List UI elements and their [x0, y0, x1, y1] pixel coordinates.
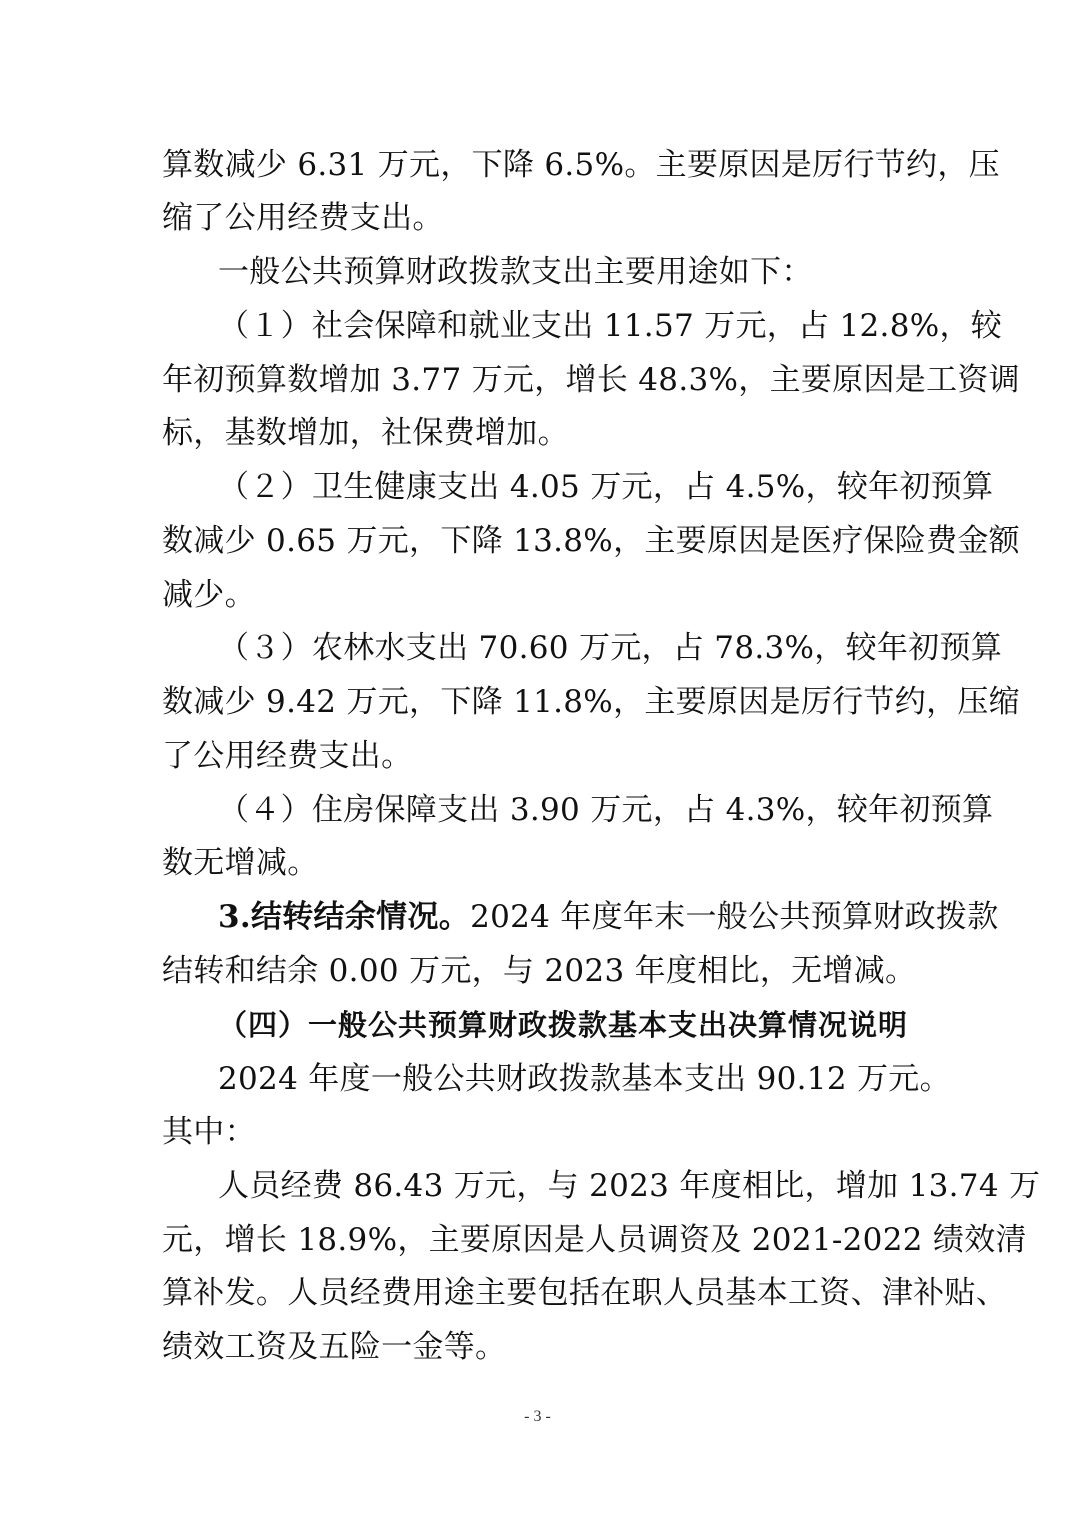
body-text-line: 算补发。人员经费用途主要包括在职人员基本工资、津补贴、: [162, 1275, 1008, 1311]
body-text-line: 其中：: [162, 1114, 256, 1150]
body-text-line: 一般公共预算财政拨款支出主要用途如下：: [218, 254, 813, 290]
body-text-line: 年初预算数增加 3.77 万元，增长 48.3%，主要原因是工资调: [162, 362, 1020, 398]
list-item-line: （４）住房保障支出 3.90 万元，占 4.3%，较年初预算: [218, 792, 994, 828]
body-text-line: 数无增减。: [162, 845, 319, 881]
section-heading: （四）一般公共预算财政拨款基本支出决算情况说明: [218, 1008, 909, 1042]
body-text-line: 了公用经费支出。: [162, 738, 413, 774]
list-item-line: （３）农林水支出 70.60 万元，占 78.3%，较年初预算: [218, 630, 1003, 666]
body-text-line: 结转和结余 0.00 万元，与 2023 年度相比，无增减。: [162, 953, 917, 989]
body-text-line: 标，基数增加，社保费增加。: [162, 415, 569, 451]
body-text-line: 人员经费 86.43 万元，与 2023 年度相比，增加 13.74 万: [218, 1168, 1041, 1204]
body-text-line: 2024 年度一般公共财政拨款基本支出 90.12 万元。: [218, 1061, 951, 1097]
body-text-line: 数减少 9.42 万元，下降 11.8%，主要原因是厉行节约，压缩: [162, 684, 1020, 720]
body-text-line: 减少。: [162, 577, 256, 613]
list-item-line: （２）卫生健康支出 4.05 万元，占 4.5%，较年初预算: [218, 469, 994, 505]
body-text-line: 数减少 0.65 万元，下降 13.8%，主要原因是医疗保险费金额: [162, 523, 1020, 559]
body-text-line: 缩了公用经费支出。: [162, 200, 444, 236]
body-text-line: 绩效工资及五险一金等。: [162, 1329, 507, 1365]
body-text-line: 元，增长 18.9%，主要原因是人员调资及 2021-2022 绩效清: [162, 1222, 1027, 1258]
page-number: - 3 -: [524, 1408, 551, 1425]
body-text-line: 算数减少 6.31 万元，下降 6.5%。主要原因是厉行节约，压: [162, 147, 1000, 183]
carryover-paragraph: [218, 898, 999, 936]
carryover-label: 3.结转结余情况。: [218, 899, 471, 935]
list-item-line: （１）社会保障和就业支出 11.57 万元，占 12.8%，较: [218, 308, 1003, 344]
carryover-text: 2024 年度年末一般公共预算财政拨款: [470, 899, 999, 935]
